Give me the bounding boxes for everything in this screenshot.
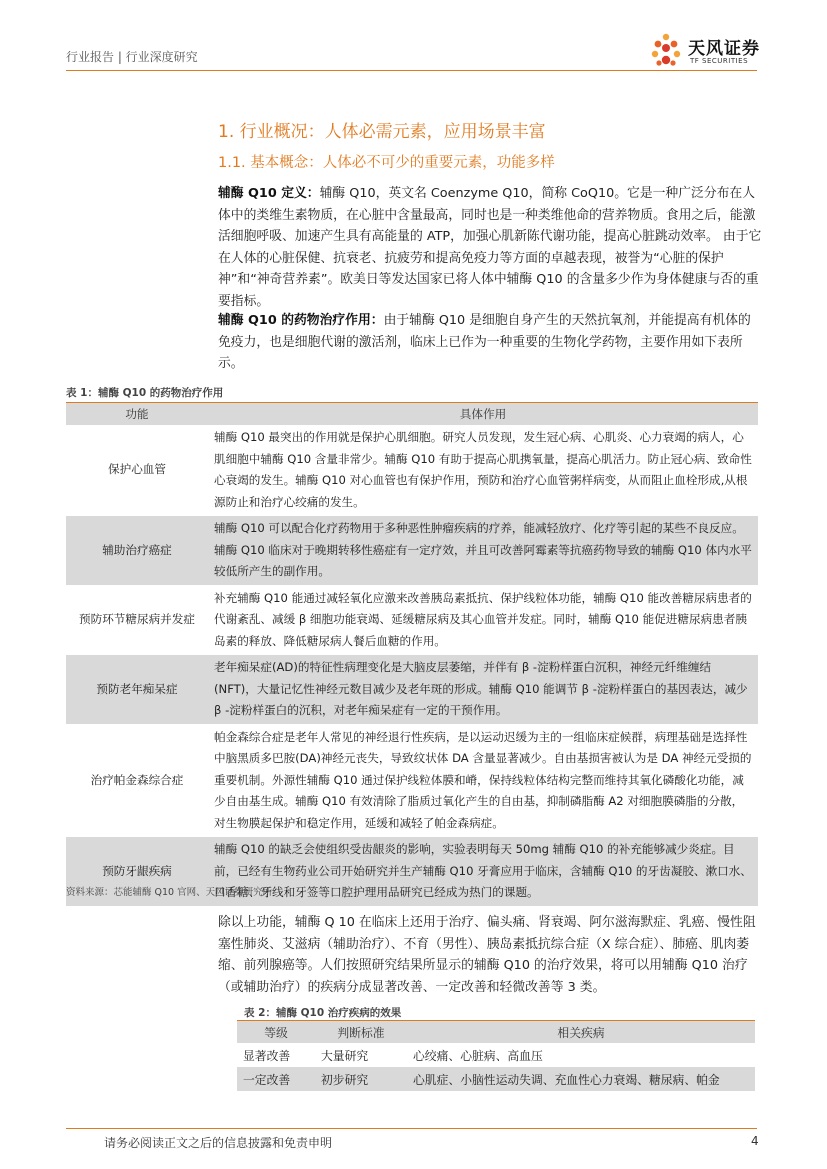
table-header-cell: 具体作用 [208,403,758,426]
description-cell: 辅酶 Q10 可以配合化疗药物用于多种恶性肿瘤疾病的疗养，能减轻放疗、化疗等引起的某些不良反应。辅酶 Q10 临床对于晚期转移性癌症有一定疗效，并且可改善阿霉素等抗癌药物导致的辅酶 Q10 体内水平较低所产生的副作用。 [208,516,758,586]
disease-cell: 心肌症、小脑性运动失调、充血性心力衰竭、糖尿病、帕金 [407,1067,755,1091]
company-logo [648,30,768,72]
table-row [237,1043,755,1067]
table-row [66,516,758,586]
paragraph-lead: 辅酶 Q10 的药物治疗作用： [218,313,384,328]
level-cell: 显著改善 [243,1048,291,1063]
table-treatment-effects [237,1020,755,1091]
table-row [66,425,758,516]
description-cell: 老年痴呆症(AD)的特征性病理变化是大脑皮层萎缩，并伴有 β -淀粉样蛋白沉积，神经元纤维缠结(NFT)，大量记忆性神经元数目减少及老年斑的形成。辅酶 Q10 能调节 β -淀粉样蛋白的基因表达，减少 β -淀粉样蛋白的沉积，对老年痴呆症有一定的干预作用。 [208,655,758,725]
page-number: 4 [751,1134,759,1148]
function-cell: 辅助治疗癌症 [66,516,208,586]
section-heading-1-1: 1.1. 基本概念：人体必不可少的重要元素，功能多样 [218,155,555,171]
disease-cell: 心绞痛、心脏病、高血压 [413,1048,543,1063]
function-cell: 治疗帕金森综合症 [66,724,208,837]
footer-disclaimer: 请务必阅读正文之后的信息披露和免责申明 [104,1136,333,1150]
paragraph-drug-effects [218,310,763,375]
table-row [66,655,758,725]
paragraph-lead: 辅酶 Q10 定义： [218,186,320,201]
table1-source: 资料来源：芯能辅酶 Q10 官网、天风证券研究所 [66,887,273,898]
table-drug-effects [66,402,758,907]
description-cell: 辅酶 Q10 最突出的作用就是保护心肌细胞。研究人员发现，发生冠心病、心肌炎、心力衰竭的病人，心肌细胞中辅酶 Q10 含量非常少。辅酶 Q10 有助于提高心肌携氧量，提高心肌活力。防止冠心病、致命性心衰竭的发生。辅酶 Q10 对心血管也有保护作用，预防和治疗心血管粥样病变，从而阻止血栓形成,从根源防止和治疗心绞痛的发生。 [208,425,758,516]
function-cell: 预防牙龈疾病 [66,837,208,907]
table-header-cell: 等级 [237,1021,315,1044]
paragraph-definition [218,183,763,312]
table-row [66,585,758,655]
table-row [66,724,758,837]
standard-cell: 大量研究 [321,1048,369,1063]
table-header-cell: 判断标准 [315,1021,407,1044]
function-cell: 预防老年痴呆症 [66,655,208,725]
description-cell: 辅酶 Q10 的缺乏会使组织受齿龈炎的影响，实验表明每天 50mg 辅酶 Q10 的补充能够减少炎症。目前，已经有生物药业公司开始研究并生产辅酶 Q10 牙膏应用于临床，含辅酶 Q10 的牙齿凝胶、漱口水、口香糖、牙线和牙签等口腔护理用品研究已经成为热门的课题。 [208,837,758,907]
header-divider [66,70,757,71]
table-header-cell: 功能 [66,403,208,426]
header-breadcrumb: 行业报告 | 行业深度研究 [66,50,198,64]
logo-mark-icon [648,32,684,68]
paragraph-body: 除以上功能，辅酶 Q 10 在临床上还用于治疗、偏头痛、肾衰竭、阿尔滋海默症、乳癌、慢性阻塞性肺炎、艾滋病（辅助治疗）、不育（男性）、胰岛素抵抗综合症（X 综合症）、肺癌、肌肉萎缩、前列腺癌等。人们按照研究结果所显示的辅酶 Q10 的治疗效果，将可以用辅酶 Q10 治疗（或辅助治疗）的疾病分成显著改善、一定改善和轻微改善等 3 类。 [218,915,756,995]
standard-cell: 初步研究 [315,1067,407,1091]
function-cell: 预防环节糖尿病并发症 [66,585,208,655]
description-cell: 补充辅酶 Q10 能通过减轻氧化应激来改善胰岛素抵抗、保护线粒体功能，辅酶 Q10 能改善糖尿病患者的代谢紊乱、减缓 β 细胞功能衰竭、延缓糖尿病及其心血管并发症。同时，辅酶 Q10 能促进糖尿病患者胰岛素的释放、降低糖尿病人餐后血糖的作用。 [208,585,758,655]
section-heading-1: 1. 行业概况：人体必需元素，应用场景丰富 [218,122,546,142]
footer-divider [66,1128,757,1129]
table1-caption: 表 1：辅酶 Q10 的药物治疗作用 [66,387,224,399]
paragraph-other-uses [218,912,763,998]
table-header-cell: 相关疾病 [407,1021,755,1044]
description-cell: 帕金森综合症是老年人常见的神经退行性疾病，是以运动迟缓为主的一组临床症候群，病理基础是选择性中脑黑质多巴胺(DA)神经元丧失，导致纹状体 DA 含量显著减少。自由基损害被认为是 DA 神经元受损的重要机制。外源性辅酶 Q10 通过保护线粒体膜和嵴，保持线粒体结构完整而维持其氧化磷酸化功能，减少自由基生成。辅酶 Q10 有效清除了脂质过氧化产生的自由基，抑制磷脂酶 A2 对细胞膜磷脂的分散，对生物膜起保护和稳定作用，延缓和减轻了帕金森病症。 [208,724,758,837]
function-cell: 保护心血管 [66,425,208,516]
paragraph-body: 由于辅酶 Q10 是细胞自身产生的天然抗氧剂，并能提高有机体的免疫力，也是细胞代谢的激活剂，临床上已作为一种重要的生物化学药物，主要作用如下表所示。 [218,313,751,371]
table-row [237,1067,755,1091]
logo-text-cn: 天风证券 [688,39,760,59]
level-cell: 一定改善 [237,1067,315,1091]
logo-text-en: TF SECURITIES [690,57,749,65]
table2-caption: 表 2：辅酶 Q10 治疗疾病的效果 [244,1007,402,1019]
paragraph-body: 辅酶 Q10，英文名 Coenzyme Q10，简称 CoQ10。它是一种广泛分布在人体中的类维生素物质，在心脏中含量最高，同时也是一种类维他命的营养物质。食用之后，能激活细胞呼吸、加速产生具有高能量的 ATP，加强心肌新陈代谢功能，提高心脏跳动效率。 由于它在人体的心脏保健、抗衰老、抗疲劳和提高免疫力等方面的卓越表现，被誉为“心脏的保护神”和“神奇营养素”。欧美日等发达国家已将人体中辅酶 Q10 的含量多少作为身体健康与否的重要指标。 [218,186,762,309]
